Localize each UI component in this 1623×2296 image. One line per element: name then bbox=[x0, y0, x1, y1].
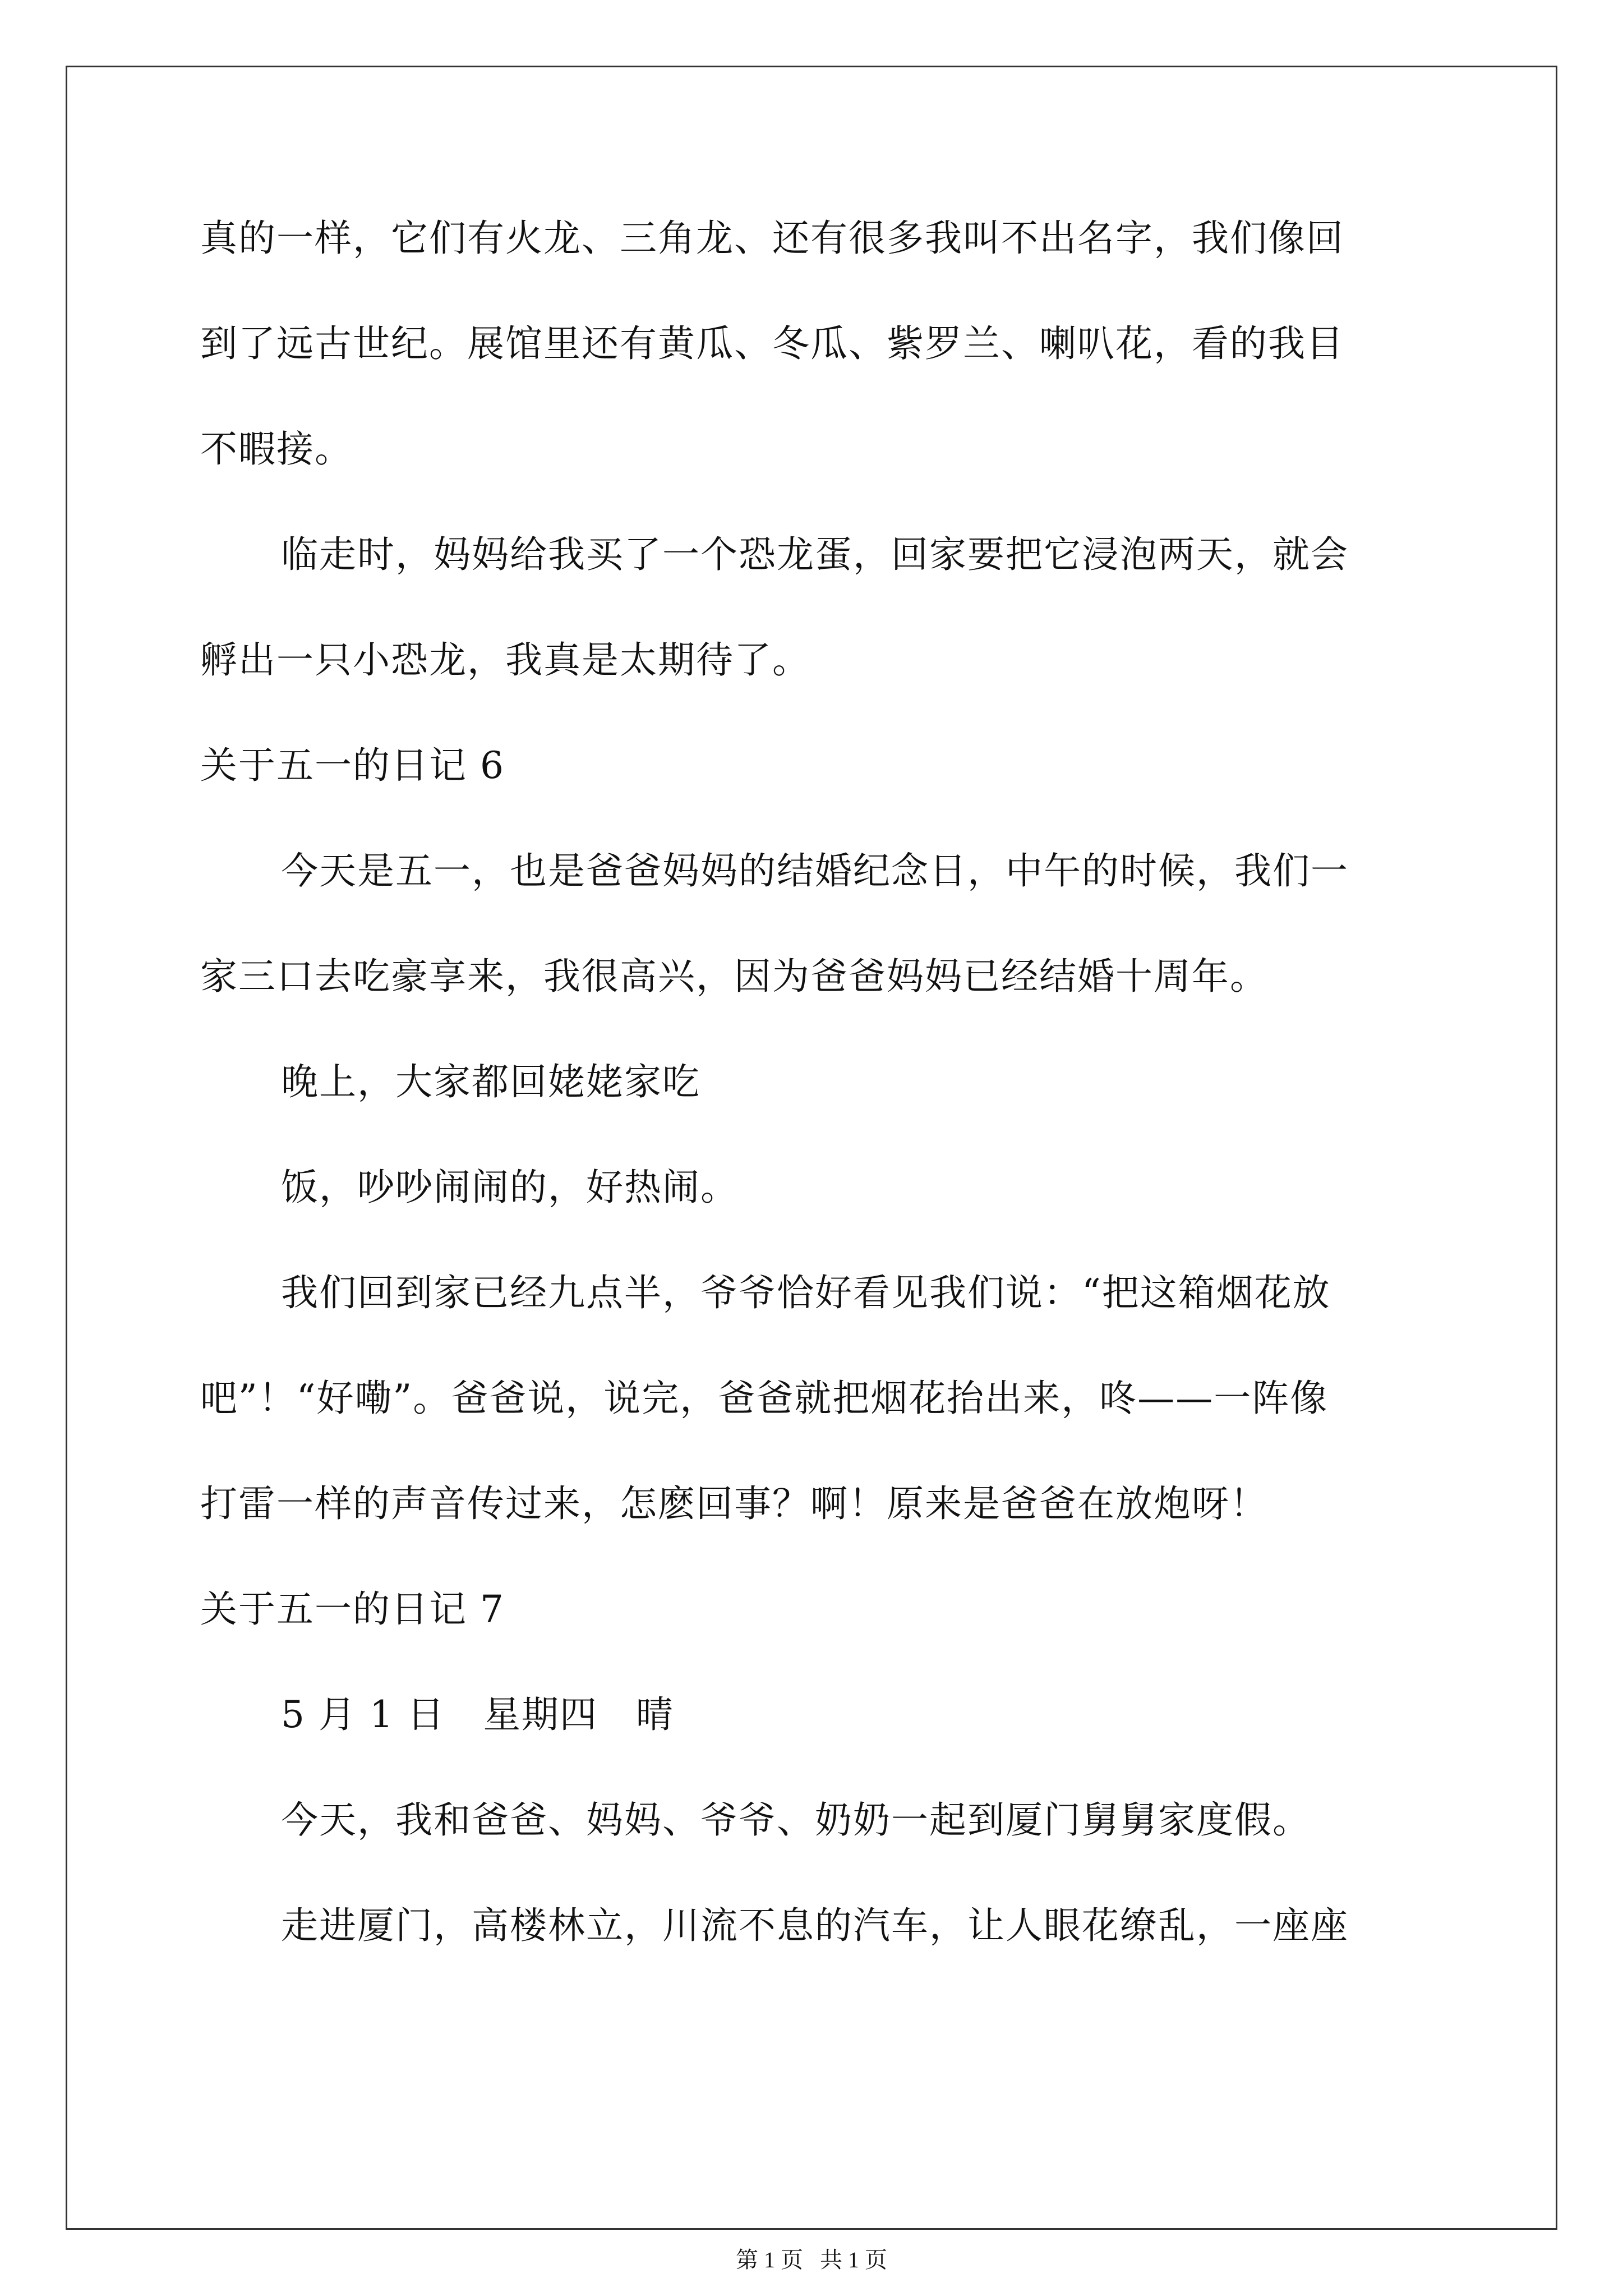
page-number: 第 1 页 bbox=[736, 2247, 803, 2272]
text-line: 打雷一样的声音传过来，怎麽回事？啊！原来是爸爸在放炮呀！ bbox=[200, 1482, 1268, 1525]
text-line: 我们回到家已经九点半，爷爷恰好看见我们说：“把这箱烟花放 bbox=[281, 1271, 1331, 1314]
text-line: 晚上，大家都回姥姥家吃 bbox=[281, 1060, 700, 1103]
text-line: 孵出一只小恐龙，我真是太期待了。 bbox=[200, 638, 810, 682]
page-footer bbox=[0, 2246, 1623, 2274]
text-line: 走进厦门，高楼林立，川流不息的汽车，让人眼花缭乱，一座座 bbox=[281, 1904, 1349, 1947]
section-heading: 关于五一的日记 6 bbox=[200, 744, 505, 787]
text-line: 家三口去吃豪享来，我很高兴，因为爸爸妈妈已经结婚十周年。 bbox=[200, 955, 1268, 998]
text-line: 到了远古世纪。展馆里还有黄瓜、冬瓜、紫罗兰、喇叭花，看的我目 bbox=[200, 322, 1344, 365]
text-line: 吧”！“好嘞”。爸爸说，说完，爸爸就把烟花抬出来，咚——一阵像 bbox=[200, 1377, 1329, 1420]
text-line: 临走时，妈妈给我买了一个恐龙蛋，回家要把它浸泡两天，就会 bbox=[281, 533, 1349, 576]
date-line: 5 月 1 日 星期四 晴 bbox=[281, 1693, 674, 1736]
text-line: 今天是五一，也是爸爸妈妈的结婚纪念日，中午的时候，我们一 bbox=[281, 849, 1349, 892]
section-heading: 关于五一的日记 7 bbox=[200, 1588, 505, 1631]
text-line: 不暇接。 bbox=[200, 427, 353, 471]
text-line: 今天，我和爸爸、妈妈、爷爷、奶奶一起到厦门舅舅家度假。 bbox=[281, 1798, 1311, 1842]
text-line: 真的一样，它们有火龙、三角龙、还有很多我叫不出名字，我们像回 bbox=[200, 217, 1344, 260]
text-line: 饭，吵吵闹闹的，好热闹。 bbox=[281, 1166, 739, 1209]
page-total: 共 1 页 bbox=[820, 2247, 887, 2272]
